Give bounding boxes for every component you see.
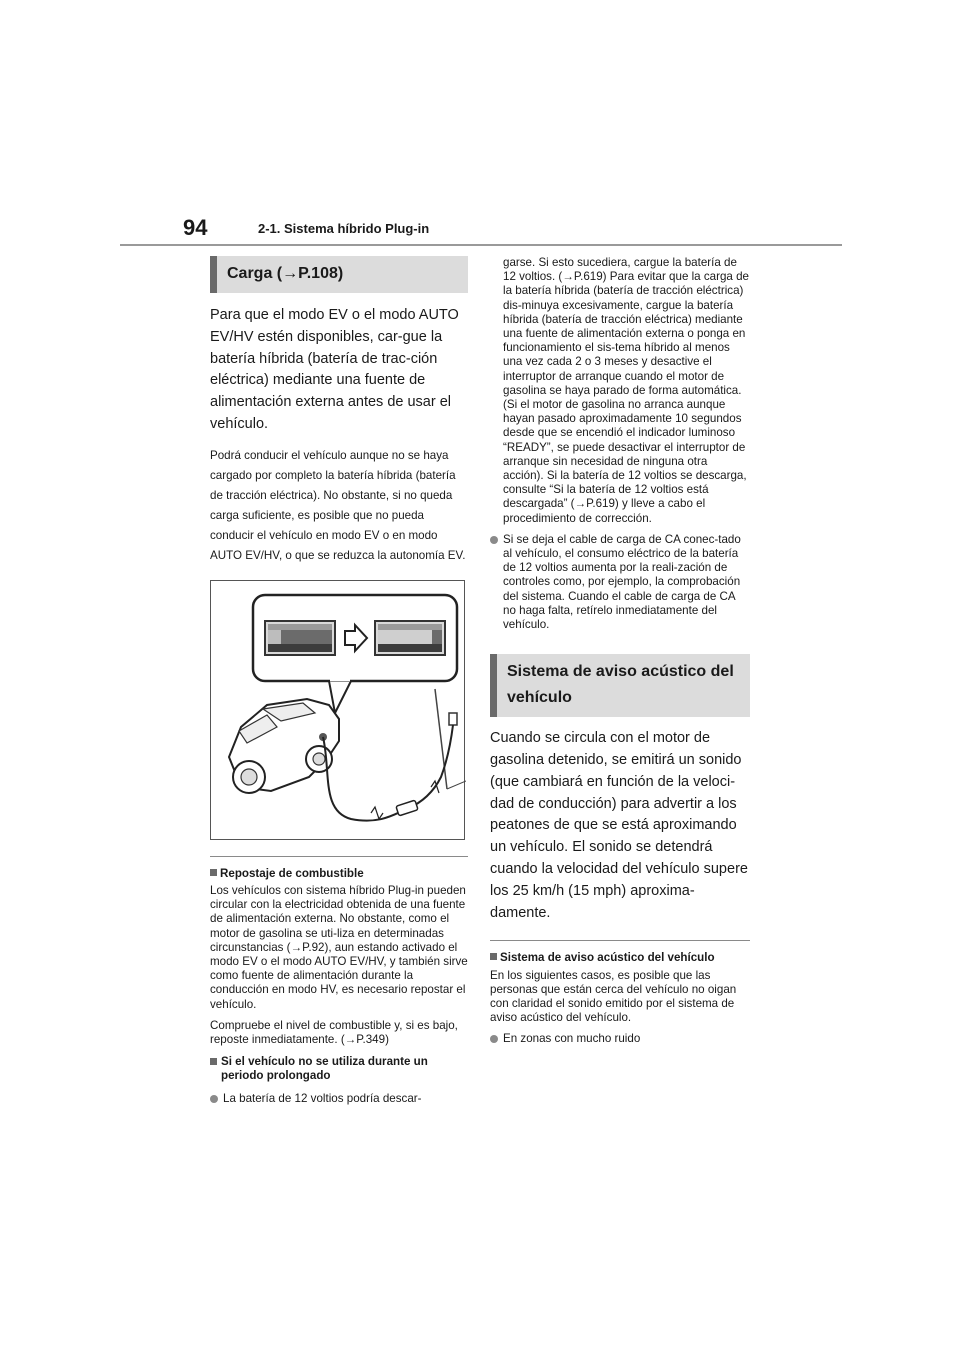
refuel-text-1: Los vehículos con sistema híbrido Plug-in pueden circular con la electricidad obtenida de una fuente de alimentación externa. No obstante, como el motor de gasolina se uti-liza en determinadas circunstancias (→P.92), aun estando activado el modo EV o el modo AUTO EV/HV, y también sirve como fuente de alimentación durante la conducción en modo HV, es necesario repostar el vehículo. bbox=[210, 883, 468, 1011]
section-title-acoustic: Sistema de aviso acústico del vehículo bbox=[490, 654, 750, 717]
square-bullet-icon bbox=[210, 1058, 217, 1065]
acoustic-intro: Cuando se circula con el motor de gasolina detenido, se emitirá un sonido (que cambiará en función de la veloci-dad de conducción) para advertir a los peatones de que se está aproximando un vehículo. El sonido se detendrá cuando la velocidad del vehículo supere los 25 km/h (15 mph) aproxima-damente. bbox=[490, 730, 748, 921]
square-bullet-icon bbox=[210, 869, 217, 876]
round-bullet-icon bbox=[490, 536, 498, 544]
round-bullet-icon bbox=[490, 1035, 498, 1043]
acoustic-sub-heading bbox=[490, 940, 750, 965]
round-bullet-icon bbox=[210, 1095, 218, 1103]
refuel-title: Repostaje de combustible bbox=[220, 866, 364, 880]
charging-figure bbox=[210, 580, 465, 840]
left-column bbox=[210, 256, 468, 1106]
section-title-charging: Carga (→P.108) bbox=[210, 256, 468, 293]
acoustic-sub-text: En los siguientes casos, es posible que las personas que están cerca del vehículo no oigan con claridad el sonido emitido por el sistema de aviso acústico del vehículo. bbox=[490, 968, 737, 1025]
battery-after-icon bbox=[375, 621, 445, 655]
refuel-text-2: Compruebe el nivel de combustible y, si es bajo, reposte inmediatamente. (→P.349) bbox=[210, 1018, 458, 1047]
wall-outlet-icon bbox=[449, 713, 457, 725]
unused-title: Si el vehículo no se utiliza durante un periodo prolongado bbox=[221, 1055, 428, 1083]
charging-intro: Para que el modo EV o el modo AUTO EV/HV estén disponibles, car-gue la batería híbrida (batería de trac-ción eléctrica) mediante una fuente de alimentación externa antes de usar el vehículo. bbox=[210, 307, 459, 432]
charging-note: Podrá conducir el vehículo aunque no se haya cargado por completo la batería híbrida (batería de tracción eléctrica). No obstante, si no queda carga suficiente, es posible que no pueda conducir el vehículo en modo EV o en modo AUTO EV/HV, o que se reduzca la autonomía EV. bbox=[210, 448, 466, 562]
charging-unit-icon bbox=[396, 800, 418, 816]
unused-heading bbox=[210, 1055, 468, 1083]
acoustic-sub-title: Sistema de aviso acústico del vehículo bbox=[500, 951, 715, 965]
page-number: 94 bbox=[183, 215, 208, 240]
unused-bullet bbox=[210, 1092, 468, 1106]
noise-bullet-text: En zonas con mucho ruido bbox=[503, 1032, 641, 1046]
noise-bullet bbox=[490, 1032, 750, 1046]
charging-illustration-icon bbox=[211, 581, 466, 841]
refuel-heading bbox=[210, 856, 468, 881]
running-header: 2-1. Sistema híbrido Plug-in bbox=[258, 221, 430, 236]
square-bullet-icon bbox=[490, 953, 497, 960]
battery-continued-text: garse. Si esto sucediera, cargue la batería de 12 voltios. (→P.619) Para evitar que la carga de la batería híbrida (batería de tracción eléctrica) dis-minuya excesivamente, cargue la batería híbrida (batería de tracción eléctrica) mediante una fuente de alimentación externa o ponga en funcionamiento el sis-tema híbrido al menos una vez cada 2 o 3 meses y desactive el interruptor de arranque cuando el motor de gasolina se haya parado de forma automática. (Si el motor de gasolina no arranca aunque hayan pasado aproximadamente 10 segundos desde que se encendió el indicador luminoso “READY”, se puede desactivar el interruptor de arranque sin necesidad de ninguna otra acción). Si la batería de 12 voltios se descarga, consulte “Si la batería de 12 voltios está descargada” (→P.619) y lleve a cabo el procedimiento de corrección. bbox=[503, 256, 749, 525]
header-rule bbox=[120, 244, 842, 246]
ac-cable-bullet bbox=[490, 533, 750, 632]
unused-bullet-text: La batería de 12 voltios podría descar- bbox=[223, 1091, 422, 1105]
right-column bbox=[490, 256, 750, 1047]
ac-cable-text: Si se deja el cable de carga de CA conec-tado al vehículo, el consumo eléctrico de la batería de 12 voltios aumenta por la reali-zación de controles como, por ejemplo, la comprobación del sistema. Cuando el cable de carga de CA no haga falta, retírelo inmediatamente del vehículo. bbox=[503, 532, 741, 632]
battery-before-icon bbox=[265, 621, 335, 655]
